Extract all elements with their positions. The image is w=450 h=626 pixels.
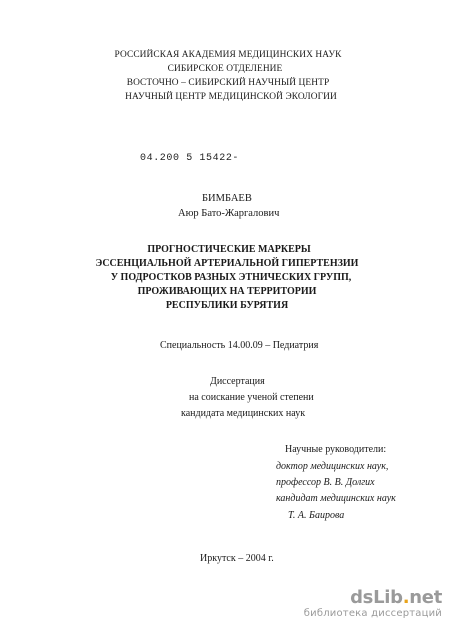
dissertation-degree-line: на соискание ученой степени	[189, 392, 314, 403]
watermark-logo-tld: net	[409, 587, 442, 608]
supervisor-2-degree: кандидат медицинских наук	[276, 493, 396, 504]
org-line-center: ВОСТОЧНО – СИБИРСКИЙ НАУЧНЫЙ ЦЕНТР	[126, 78, 330, 88]
supervisors-label: Научные руководители:	[285, 444, 387, 455]
city-year: Иркутск – 2004 г.	[200, 553, 274, 564]
watermark-logo-dot: .	[402, 587, 410, 608]
thesis-title-line-5: РЕСПУБЛИКИ БУРЯТИЯ	[165, 300, 289, 311]
thesis-title-line-3: У ПОДРОСТКОВ РАЗНЫХ ЭТНИЧЕСКИХ ГРУПП,	[110, 272, 352, 283]
dissertation-field-line: кандидата медицинских наук	[181, 408, 306, 419]
supervisor-2-name: Т. А. Баирова	[288, 510, 345, 521]
registration-code: 04.200 5 15422-	[140, 153, 240, 164]
org-line-ecology: НАУЧНЫЙ ЦЕНТР МЕДИЦИНСКОЙ ЭКОЛОГИИ	[125, 92, 337, 102]
author-surname: БИМБАЕВ	[202, 193, 252, 204]
watermark-logo-main: dsLib	[350, 587, 403, 608]
watermark-logo	[304, 589, 442, 607]
specialty: Специальность 14.00.09 – Педиатрия	[160, 340, 319, 351]
org-line-branch: СИБИРСКОЕ ОТДЕЛЕНИЕ	[167, 64, 283, 74]
thesis-title-line-2: ЭССЕНЦИАЛЬНОЙ АРТЕРИАЛЬНОЙ ГИПЕРТЕНЗИИ	[95, 258, 359, 269]
thesis-title-line-1: ПРОГНОСТИЧЕСКИЕ МАРКЕРЫ	[147, 244, 311, 255]
watermark-subtitle: библиотека диссертаций	[303, 608, 442, 619]
dissertation-label: Диссертация	[210, 376, 265, 387]
supervisor-1-name: профессор В. В. Долгих	[276, 477, 375, 488]
watermark	[304, 589, 442, 619]
supervisor-1-degree: доктор медицинских наук,	[276, 461, 389, 472]
author-fullname: Аюр Бато-Жаргалович	[178, 208, 280, 219]
thesis-title-line-4: ПРОЖИВАЮЩИХ НА ТЕРРИТОРИИ	[137, 286, 317, 297]
org-line-academy: РОССИЙСКАЯ АКАДЕМИЯ МЕДИЦИНСКИХ НАУК	[114, 50, 342, 60]
